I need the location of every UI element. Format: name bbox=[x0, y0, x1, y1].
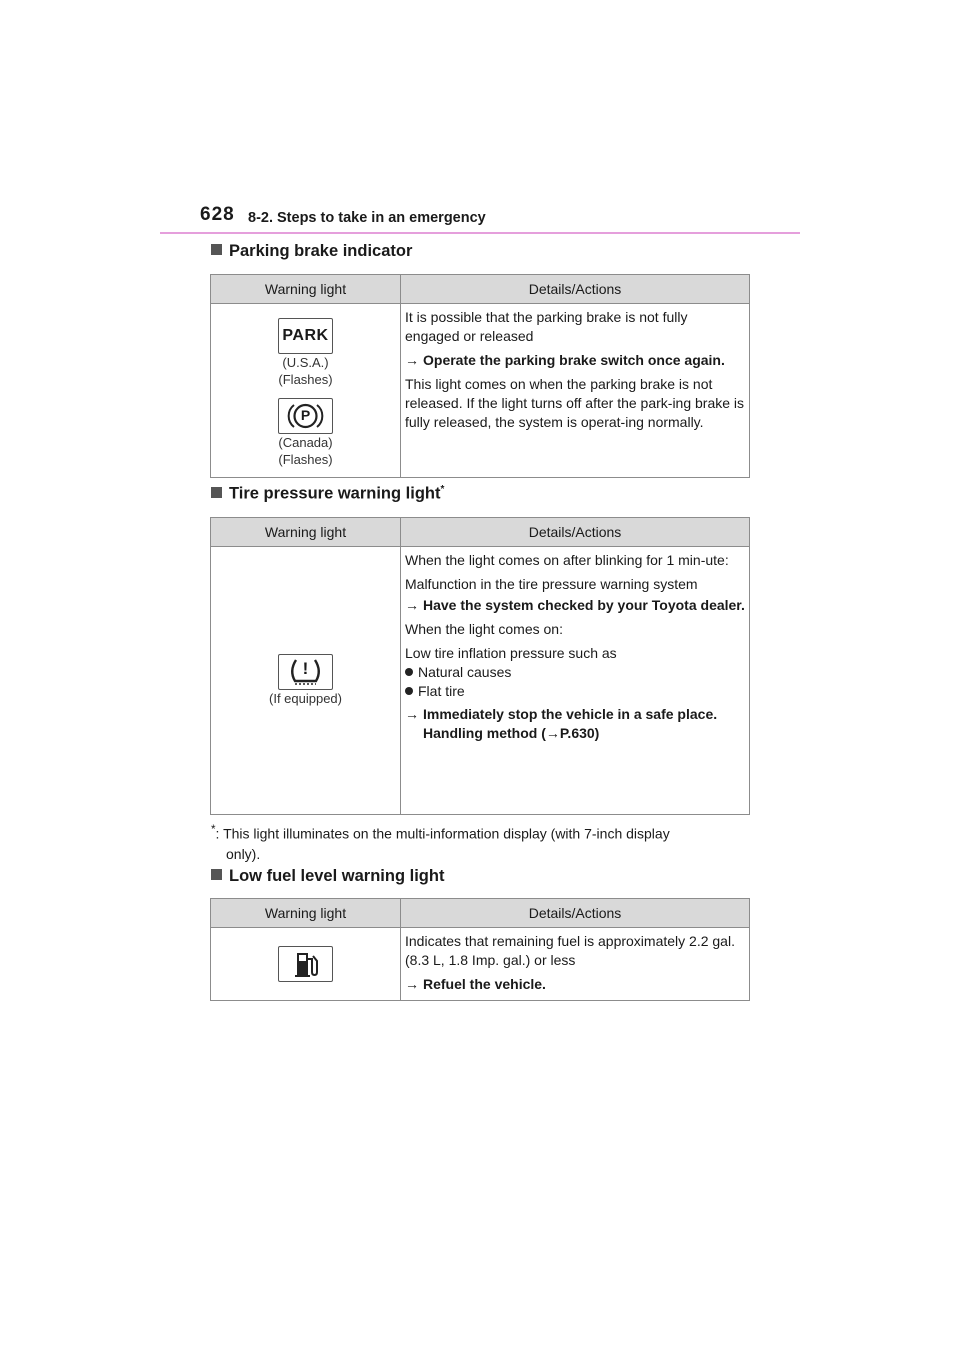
tire-p2: Malfunction in the tire pressure warning system bbox=[405, 576, 698, 592]
tire-pressure-icon-label: ! bbox=[302, 659, 309, 678]
tire-pressure-table bbox=[210, 517, 750, 815]
tire-p3: When the light comes on: bbox=[405, 621, 563, 637]
footnote-line-1 bbox=[211, 820, 751, 844]
fuel-details-cell bbox=[401, 928, 750, 1001]
fuel-action bbox=[405, 975, 745, 994]
parking-action bbox=[405, 351, 745, 370]
park-icon bbox=[278, 318, 333, 354]
parking-brake-heading bbox=[211, 242, 412, 261]
parking-details-cell bbox=[401, 304, 750, 478]
tire-p1: When the light comes on after blinking for 1 min-ute: bbox=[405, 552, 729, 568]
footnote-text-1: : This light illuminates on the multi-information display (with 7-inch display bbox=[215, 825, 670, 842]
bullet-dot-icon bbox=[405, 687, 413, 695]
square-bullet-icon bbox=[211, 869, 222, 880]
col-header-details: Details/Actions bbox=[401, 275, 750, 304]
usa-caption: (U.S.A.) bbox=[282, 354, 329, 370]
footnote-mark: * bbox=[211, 823, 216, 836]
tire-icon-cell bbox=[211, 547, 401, 815]
tire-icon-caption: (If equipped) bbox=[269, 691, 342, 706]
tire-handling-page-link[interactable]: P.630) bbox=[559, 725, 600, 741]
tire-p4: Low tire inflation pressure such as bbox=[405, 645, 617, 661]
tire-action-2 bbox=[405, 705, 745, 743]
page-number: 628 bbox=[200, 204, 235, 225]
parking-icon-cell bbox=[211, 304, 401, 478]
footnote-text-2: only). bbox=[226, 845, 261, 862]
col-header-details: Details/Actions bbox=[401, 899, 750, 928]
parking-brake-table bbox=[210, 274, 750, 478]
col-header-details: Details/Actions bbox=[401, 518, 750, 547]
tire-bullet-2-text: Flat tire bbox=[418, 683, 465, 699]
fuel-p1: Indicates that remaining fuel is approximately 2.2 gal. (8.3 L, 1.8 Imp. gal.) or less bbox=[405, 933, 735, 968]
arrow-icon: → bbox=[545, 725, 560, 741]
tire-pressure-title: Tire pressure warning light bbox=[229, 484, 441, 503]
parking-brake-title: Parking brake indicator bbox=[229, 242, 413, 260]
parking-p-icon bbox=[278, 398, 333, 434]
canada-flashes-caption: (Flashes) bbox=[278, 451, 333, 467]
tire-bullet-2 bbox=[405, 682, 745, 701]
usa-flashes-caption: (Flashes) bbox=[278, 371, 333, 387]
tire-pressure-heading bbox=[211, 484, 444, 504]
fuel-pump-icon bbox=[278, 946, 333, 982]
low-fuel-heading bbox=[211, 867, 444, 886]
tire-bullet-1 bbox=[405, 663, 745, 682]
canada-caption: (Canada) bbox=[278, 434, 333, 450]
arrow-icon: → bbox=[405, 976, 419, 992]
tire-pressure-icon bbox=[278, 654, 333, 690]
bullet-dot-icon bbox=[405, 668, 413, 676]
arrow-icon: → bbox=[405, 352, 419, 368]
header-rule bbox=[160, 232, 800, 234]
tire-footnote-mark: * bbox=[440, 484, 445, 495]
arrow-icon: → bbox=[405, 597, 419, 613]
low-fuel-table bbox=[210, 898, 750, 1001]
fuel-action-text: Refuel the vehicle. bbox=[423, 976, 546, 992]
parking-p2: This light comes on when the parking brake is not released. If the light turns off after the park-ing brake is fully released, the system is operat-ing normally. bbox=[405, 376, 745, 430]
footnote bbox=[211, 820, 751, 864]
parking-p-icon-label: P bbox=[300, 406, 311, 423]
fuel-pump-icon-svg bbox=[279, 947, 332, 981]
parking-action-text: Operate the parking brake switch once again. bbox=[423, 352, 725, 368]
square-bullet-icon bbox=[211, 487, 222, 498]
tire-bullet-1-text: Natural causes bbox=[418, 664, 512, 680]
tire-handling-prefix: Handling method ( bbox=[423, 725, 546, 741]
parking-p1: It is possible that the parking brake is not fully engaged or released bbox=[405, 309, 688, 344]
square-bullet-icon bbox=[211, 244, 222, 255]
col-header-warning-light: Warning light bbox=[211, 275, 401, 304]
tire-action-1-text: Have the system checked by your Toyota dealer. bbox=[423, 597, 745, 613]
col-header-warning-light: Warning light bbox=[211, 899, 401, 928]
section-title: 8-2. Steps to take in an emergency bbox=[248, 210, 486, 226]
arrow-icon: → bbox=[405, 706, 419, 722]
low-fuel-title: Low fuel level warning light bbox=[229, 867, 445, 885]
col-header-warning-light: Warning light bbox=[211, 518, 401, 547]
tire-action-2-text: Immediately stop the vehicle in a safe place. bbox=[423, 706, 718, 722]
fuel-icon-cell bbox=[211, 928, 401, 1001]
park-icon-label: PARK bbox=[282, 326, 329, 344]
tire-details-cell bbox=[401, 547, 750, 815]
tire-action-1 bbox=[405, 596, 745, 615]
